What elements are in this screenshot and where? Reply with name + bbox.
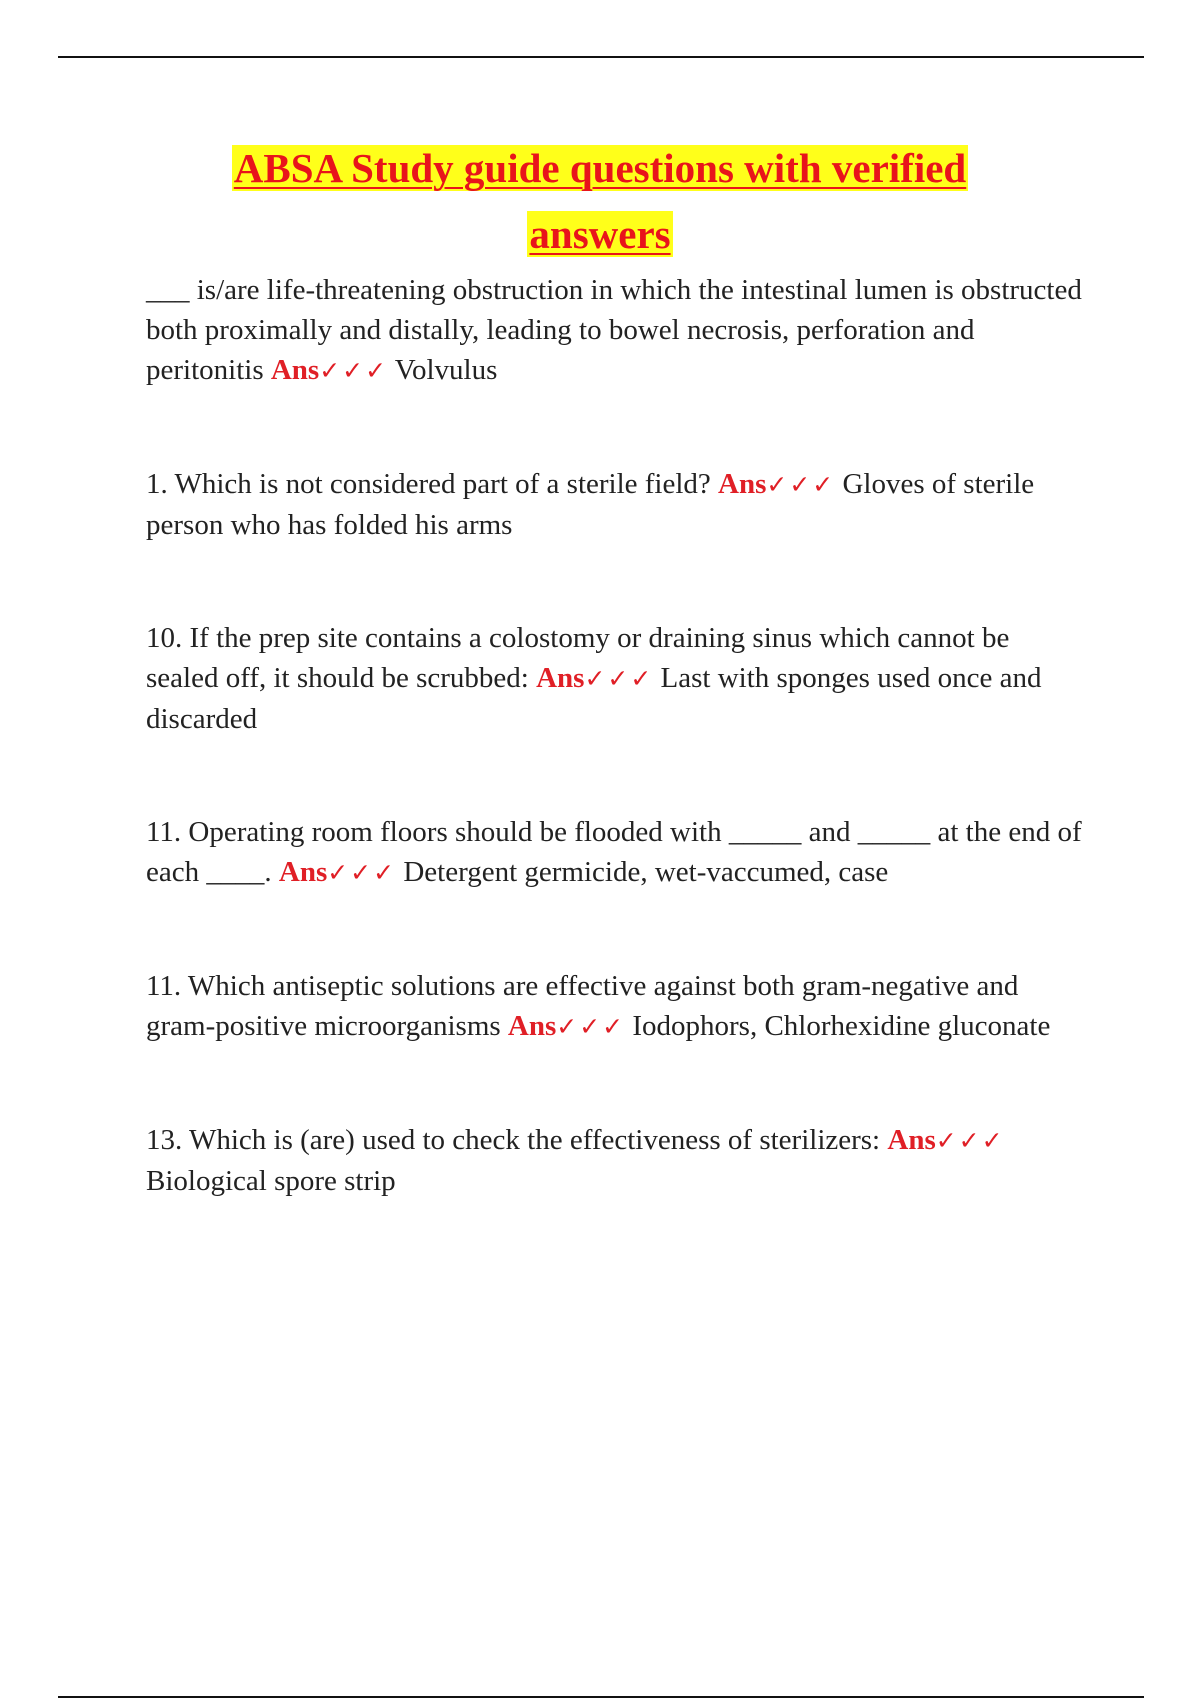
answer-text: Gloves of sterile person who has folded his arms (146, 468, 1035, 541)
answer-text: Last with sponges used once and discarded (146, 662, 1042, 735)
answer-text: Detergent germicide, wet-vaccumed, case (403, 856, 889, 888)
answer-label: Ans (507, 1010, 557, 1042)
answer-label: Ans (887, 1124, 936, 1156)
answer-label: Ans (278, 856, 328, 888)
title-line-1: ABSA Study guide questions with verified (233, 145, 967, 191)
answer-label: Ans (718, 468, 767, 500)
question-text: 11. Which antiseptic solutions are effective against both gram-negative and gram-positive microorganisms (146, 970, 1019, 1042)
verified-checkmarks-icon: ✓✓✓ (327, 858, 397, 887)
qa-item-6 (146, 1120, 1086, 1201)
title-line-2: answers (529, 211, 671, 257)
question-text: 10. If the prep site contains a colostomy or draining sinus which cannot be sealed off, it should be scrubbed: (146, 622, 1010, 694)
question-text: ___ is/are life-threatening obstruction in which the intestinal lumen is obstructed both proximally and distally, leading to bowel necrosis, perforation and peritonitis (146, 274, 1082, 386)
qa-item-2 (146, 464, 1086, 545)
answer-text: Volvulus (394, 354, 498, 386)
verified-checkmarks-icon: ✓✓✓ (584, 664, 654, 693)
footer-rule (58, 1696, 1144, 1698)
document-title (120, 140, 1080, 272)
answer-label: Ans (270, 354, 320, 386)
verified-checkmarks-icon: ✓✓✓ (319, 356, 389, 385)
qa-item-5 (146, 966, 1086, 1047)
question-text: 13. Which is (are) used to check the effectiveness of sterilizers: (146, 1124, 881, 1156)
answer-label: Ans (536, 662, 585, 694)
question-text: 1. Which is not considered part of a sterile field? (146, 468, 711, 500)
question-text: 11. Operating room floors should be flooded with _____ and _____ at the end of each ____. (146, 816, 1082, 888)
header-rule (58, 56, 1144, 58)
verified-checkmarks-icon: ✓✓✓ (766, 470, 836, 499)
qa-item-4 (146, 812, 1086, 893)
answer-text: Iodophors, Chlorhexidine gluconate (632, 1010, 1051, 1042)
qa-list (146, 270, 1086, 1201)
qa-item-3 (146, 618, 1086, 739)
verified-checkmarks-icon: ✓✓✓ (935, 1126, 1005, 1155)
verified-checkmarks-icon: ✓✓✓ (556, 1012, 626, 1041)
answer-text: Biological spore strip (146, 1165, 396, 1197)
qa-item-1 (146, 270, 1086, 391)
